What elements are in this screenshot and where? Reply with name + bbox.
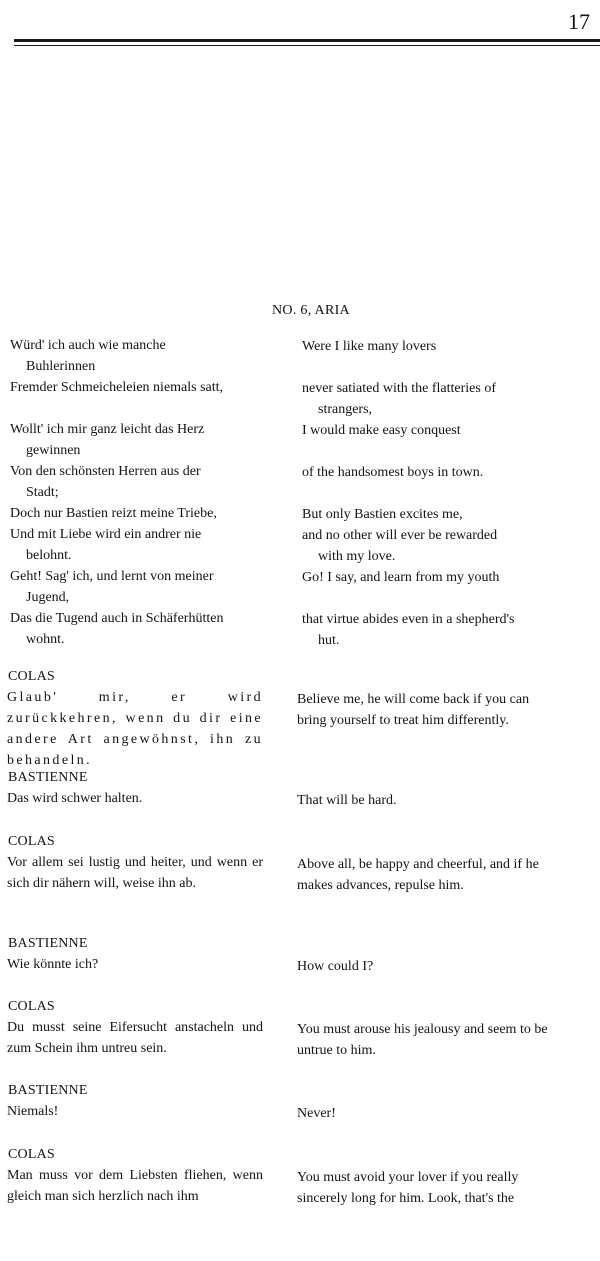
dialogue-en-text: You must arouse his jealousy and seem to be untrue to him.: [297, 1022, 548, 1058]
aria-de-line: Würd' ich auch wie manche: [10, 338, 166, 353]
aria-de-line: wohnt.: [26, 632, 65, 647]
aria-de-line: Das die Tugend auch in Schäferhütten: [10, 611, 224, 626]
speaker-name: COLAS: [8, 669, 55, 684]
aria-de-line: Von den schönsten Herren aus der: [10, 464, 201, 479]
aria-en-line: and no other will ever be rewarded: [302, 528, 498, 543]
aria-de-line: Fremder Schmeicheleien niemals satt,: [10, 380, 224, 395]
dialogue-en-text: How could I?: [297, 959, 374, 974]
aria-de-line: Buhlerinnen: [26, 359, 96, 374]
speaker-name: COLAS: [8, 999, 55, 1014]
aria-en-line: But only Bastien excites me,: [302, 507, 463, 522]
aria-en-line: hut.: [318, 633, 340, 648]
aria-de-line: Wollt' ich mir ganz leicht das Herz: [10, 422, 205, 437]
header-rule-thick: [14, 39, 600, 42]
dialogue-de-text: Glaub' mir, er wird zurückkehren, wenn du dir eine andere Art angewöhnst, ihn zu behandeln.: [7, 690, 263, 768]
aria-en-line: with my love.: [318, 549, 396, 564]
speaker-name: BASTIENNE: [8, 1083, 88, 1098]
aria-de-line: Und mit Liebe wird ein andrer nie: [10, 527, 202, 542]
dialogue-de-text: Du musst seine Eifersucht anstacheln und zum Schein ihm untreu sein.: [7, 1020, 263, 1056]
aria-en-line: that virtue abides even in a shepherd's: [302, 612, 515, 627]
aria-en-line: I would make easy conquest: [302, 423, 461, 438]
dialogue-en-text: Above all, be happy and cheerful, and if he makes advances, repulse him.: [297, 857, 539, 893]
dialogue-en-text: You must avoid your lover if you really sincerely long for him. Look, that's the: [297, 1170, 519, 1206]
aria-en-line: Go! I say, and learn from my youth: [302, 570, 500, 585]
speaker-name: BASTIENNE: [8, 770, 88, 785]
aria-en-line: strangers,: [318, 402, 373, 417]
aria-en-line: of the handsomest boys in town.: [302, 465, 484, 480]
aria-de-line: Doch nur Bastien reizt meine Triebe,: [10, 506, 217, 521]
aria-en-line: never satiated with the flatteries of: [302, 381, 496, 396]
aria-de-line: gewinnen: [26, 443, 81, 458]
dialogue-en-text: Believe me, he will come back if you can bring yourself to treat him differently.: [297, 692, 530, 728]
aria-de-line: Stadt;: [26, 485, 59, 500]
speaker-name: BASTIENNE: [8, 936, 88, 951]
dialogue-de-text: Man muss vor dem Liebsten fliehen, wenn gleich man sich herzlich nach ihm: [7, 1168, 263, 1204]
dialogue-de-text: Niemals!: [7, 1104, 59, 1119]
speaker-name: COLAS: [8, 1147, 55, 1162]
aria-de-line: belohnt.: [26, 548, 72, 563]
section-title: NO. 6, ARIA: [272, 303, 350, 318]
dialogue-en-text: Never!: [297, 1106, 336, 1121]
aria-de-line: Geht! Sag' ich, und lernt von meiner: [10, 569, 214, 584]
header-rule-thin: [14, 45, 600, 46]
dialogue-de-text: Wie könnte ich?: [7, 957, 99, 972]
aria-en-line: Were I like many lovers: [302, 339, 437, 354]
aria-de-line: Jugend,: [26, 590, 70, 605]
dialogue-en-text: That will be hard.: [297, 793, 397, 808]
dialogue-de-text: Vor allem sei lustig und heiter, und wenn er sich dir nähern will, weise ihn ab.: [7, 855, 263, 891]
page-number: 17: [568, 9, 590, 34]
speaker-name: COLAS: [8, 834, 55, 849]
dialogue-de-text: Das wird schwer halten.: [7, 791, 143, 806]
